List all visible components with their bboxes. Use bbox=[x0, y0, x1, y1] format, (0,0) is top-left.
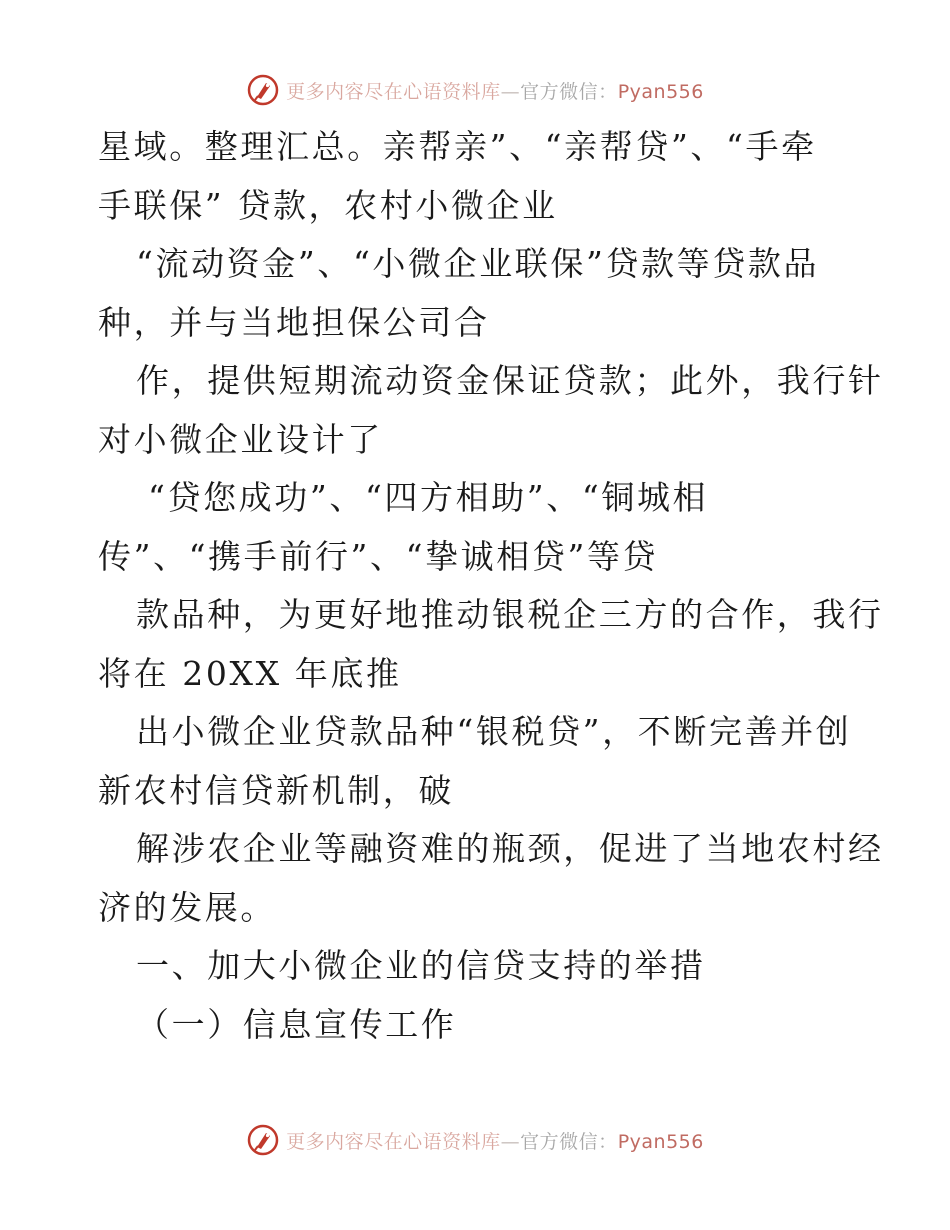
text-line: 将在 20XX 年底推 bbox=[98, 653, 402, 693]
text-line: “流动资金”、“小微企业联保”贷款等贷款品 bbox=[136, 244, 820, 283]
subsection-heading: （一）信息宣传工作 bbox=[136, 1004, 457, 1044]
banner-text bbox=[286, 1127, 704, 1154]
text-line: 种，并与当地担保公司合 bbox=[98, 302, 490, 342]
text-line: 手联保” 贷款，农村小微企业 bbox=[98, 185, 558, 225]
text-line: 作，提供短期流动资金保证贷款；此外，我行针 bbox=[136, 361, 884, 400]
pen-nib-logo-icon bbox=[246, 1123, 280, 1157]
section-heading: 一、加大小微企业的信贷支持的举措 bbox=[136, 946, 706, 985]
header-banner bbox=[0, 70, 950, 110]
banner-main-text: 更多内容尽在心语资料库 bbox=[286, 1130, 501, 1153]
text-line: “贷您成功”、“四方相助”、“铜城相 bbox=[148, 478, 709, 517]
text-line: 对小微企业设计了 bbox=[98, 419, 383, 459]
banner-wechat-id: Pyan556 bbox=[617, 80, 704, 103]
banner-dash: — bbox=[500, 1130, 521, 1153]
banner-wechat-label: 官方微信： bbox=[520, 80, 618, 103]
banner-main-text: 更多内容尽在心语资料库 bbox=[286, 80, 501, 103]
banner-wechat-label: 官方微信： bbox=[520, 1130, 618, 1153]
text-line: 星域。整理汇总。亲帮亲”、“亲帮贷”、“手牵 bbox=[98, 127, 817, 166]
pen-nib-logo-icon bbox=[246, 73, 280, 107]
banner-text bbox=[286, 77, 704, 104]
footer-banner bbox=[0, 1120, 950, 1160]
document-body bbox=[98, 118, 884, 1054]
banner-dash: — bbox=[500, 80, 521, 103]
text-line: 济的发展。 bbox=[98, 887, 276, 927]
banner-wechat-id: Pyan556 bbox=[617, 1130, 704, 1153]
text-line: 款品种，为更好地推动银税企三方的合作，我行 bbox=[136, 595, 884, 634]
text-line: 新农村信贷新机制，破 bbox=[98, 770, 454, 810]
text-line: 传”、“携手前行”、“挚诚相贷”等贷 bbox=[98, 536, 659, 576]
text-line: 出小微企业贷款品种“银税贷”，不断完善并创 bbox=[136, 712, 852, 751]
text-line: 解涉农企业等融资难的瓶颈，促进了当地农村经 bbox=[136, 829, 884, 868]
